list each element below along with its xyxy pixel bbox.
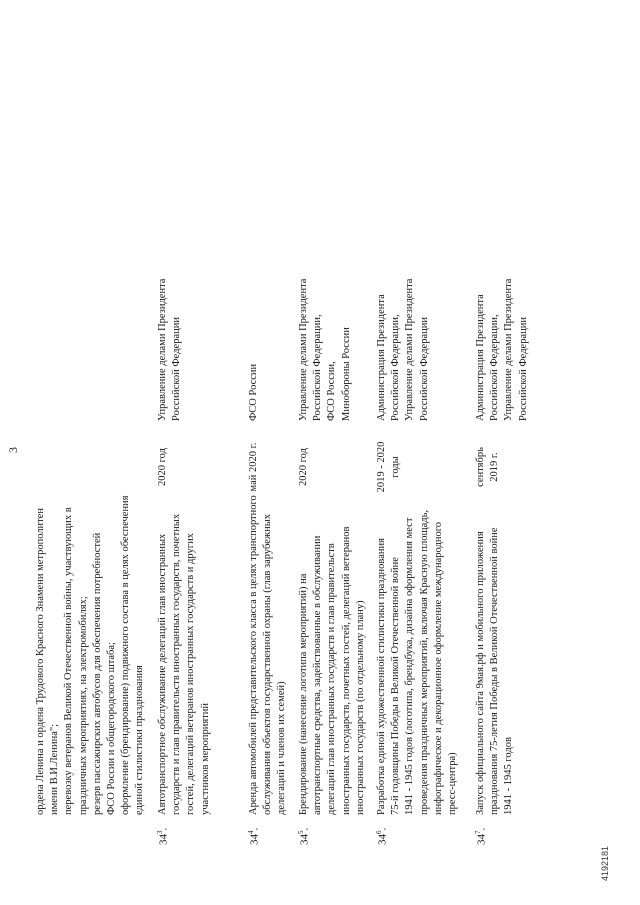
responsible-line: Управление делами Президента [157,278,168,421]
table-row [375,0,470,905]
deadline-line: годы [390,456,402,478]
row-number: $34^5$. [297,827,311,845]
description-line: Брендирование (нанесение логотипа мероприятий) на [298,573,309,815]
responsible-line: ФСО России [248,363,259,421]
description-line: 1941 - 1945 годов (логотипа, брендбука, дизайна оформления мест [404,517,416,815]
row-responsible [247,201,261,421]
continuation-line: перевозку ветеранов Великой Отечественной войны, участвующих в [63,507,75,815]
deadline-line: сентябрь [475,447,486,487]
responsible-line: Управление делами Президента [503,278,515,421]
row-responsible [156,201,184,421]
description-line: Автотранспортное обслуживание делегаций глав иностранных [157,533,168,815]
description-line: автотранспортные средства, задействованные в обслуживании [312,535,324,815]
responsible-line: Российской Федерации, [390,314,402,421]
table-row [156,0,251,905]
description-line: 75-й годовщины Победы в Великой Отечественной войне [390,557,402,815]
row-description [156,515,213,815]
continuation-line: ордена Ленина и ордена Трудового Красного Знамени метрополитен [35,507,46,815]
description-line: инфографическое и декорационное оформление международного [432,522,444,815]
description-line: иностранных государств, почетных гостей, делегаций ветеранов [340,526,352,815]
row-description [474,515,517,815]
document-id: 4192181 [600,845,610,881]
responsible-line: Минобороны России [340,327,352,421]
responsible-line: Управление делами Президента [404,278,416,421]
row-description [297,515,368,815]
row-deadline [375,429,403,505]
row-description [247,495,290,815]
description-line: участников мероприятий [199,702,211,815]
responsible-line: Российской Федерации, [312,314,324,421]
row-deadline [297,429,311,505]
continuation-line: единой стилистики празднования [134,665,146,815]
table-row [474,0,569,905]
responsible-line: Российской Федерации [171,317,183,421]
description-line: государств и глав правительств иностранных государств, почетных [171,513,183,815]
description-line: пресс-центра) [447,752,459,815]
row-responsible [297,201,354,421]
deadline-line: 2020 год [298,448,309,486]
continuation-line: праздничных мероприятиях, на электромобилях; [77,596,89,815]
responsible-line: Управление делами Президента [298,278,309,421]
continuation-block [34,495,148,815]
description-line: проведения праздничных мероприятий, включая Красную площадь, [418,510,430,815]
responsible-line: Российской Федерации, [489,314,501,421]
deadline-line: май 2020 г. [248,442,259,492]
description-line: 1941 - 1945 годов [503,737,515,815]
deadline-line: 2020 год [157,448,168,486]
row-number: $34^4$. [247,827,261,845]
description-line: Запуск официального сайта 9мая.рф и мобильного приложения [475,531,486,815]
description-line: празднования 75-летия Победы в Великой Отечественной войне [489,527,501,815]
deadline-line: 2019 - 2020 [376,441,387,493]
row-number: $34^6$. [375,827,389,845]
responsible-line: Российской Федерации [517,317,529,421]
row-number: $34^7$. [474,827,488,845]
row-deadline [156,429,170,505]
continuation-line: оформление (брендирование) подвижного состава в целях обеспечения [120,495,132,815]
description-line: обслуживания объектов государственной охраны (глав зарубежных [262,513,274,815]
description-line: Разработка единой художественной стилистики празднования [376,538,387,815]
deadline-line: 2019 г. [489,452,501,482]
row-number: $34^3$. [156,827,170,845]
row-responsible [474,201,531,421]
responsible-line: Российской Федерации [418,317,430,421]
description-line: гостей, делегаций ветеранов иностранных государств и других [185,533,197,815]
description-line: делегаций и членов их семей) [276,681,288,815]
description-line: иностранных государств (по отдельному плану) [354,600,366,815]
responsible-line: Администрация Президента [475,294,486,421]
description-line: Аренда автомобилей представительского класса в целях транспортного [248,495,259,815]
responsible-line: Администрация Президента [376,294,387,421]
responsible-line: ФСО России, [326,361,338,421]
continuation-line: резерв пассажирских автобусов для обеспечения потребностей [91,532,103,815]
page-number: 3 [6,447,20,453]
row-deadline [247,429,261,505]
description-line: делегаций глав иностранных государств и глав правительств [326,543,338,815]
continuation-line: имени В.И.Ленина"; [49,723,61,815]
row-description [375,510,460,815]
continuation-line: ФСО России и общегородского штаба; [106,642,118,815]
row-responsible [375,201,432,421]
row-deadline [474,429,502,505]
